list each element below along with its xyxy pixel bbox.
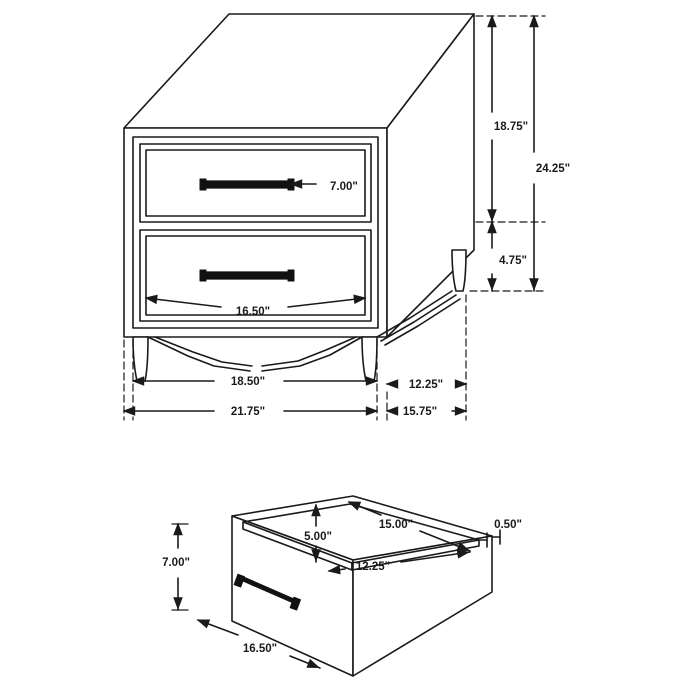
label-cabinet-body-height: 18.75" <box>493 121 529 133</box>
label-front-width-inner: 18.50" <box>230 376 266 388</box>
dim-vertical-group <box>470 16 545 291</box>
label-drawer-interior-depth: 5.00" <box>304 531 332 543</box>
label-overall-height: 24.25" <box>535 163 571 175</box>
drawer-pull-top <box>200 179 294 190</box>
label-drawer-height: 7.00" <box>162 557 190 569</box>
label-drawer-interior-width: 15.00" <box>378 519 414 531</box>
label-drawer-side-thickness: 0.50" <box>494 519 522 531</box>
label-drawer-interior-base: 12.25" <box>355 561 391 573</box>
drawer-detail-view <box>172 496 500 676</box>
label-overall-width: 21.75" <box>230 406 266 418</box>
label-drawer-front-width: 16.50" <box>235 306 271 318</box>
label-side-depth-inner: 12.25" <box>408 379 444 391</box>
label-leg-height: 4.75" <box>499 255 527 267</box>
label-drawer-pull-upper: 7.00" <box>330 181 358 193</box>
drawer-pull-bottom <box>200 270 294 281</box>
nightstand-perspective-view <box>124 14 545 420</box>
label-overall-depth: 15.75" <box>402 406 438 418</box>
label-drawer-front-length: 16.50" <box>242 643 278 655</box>
